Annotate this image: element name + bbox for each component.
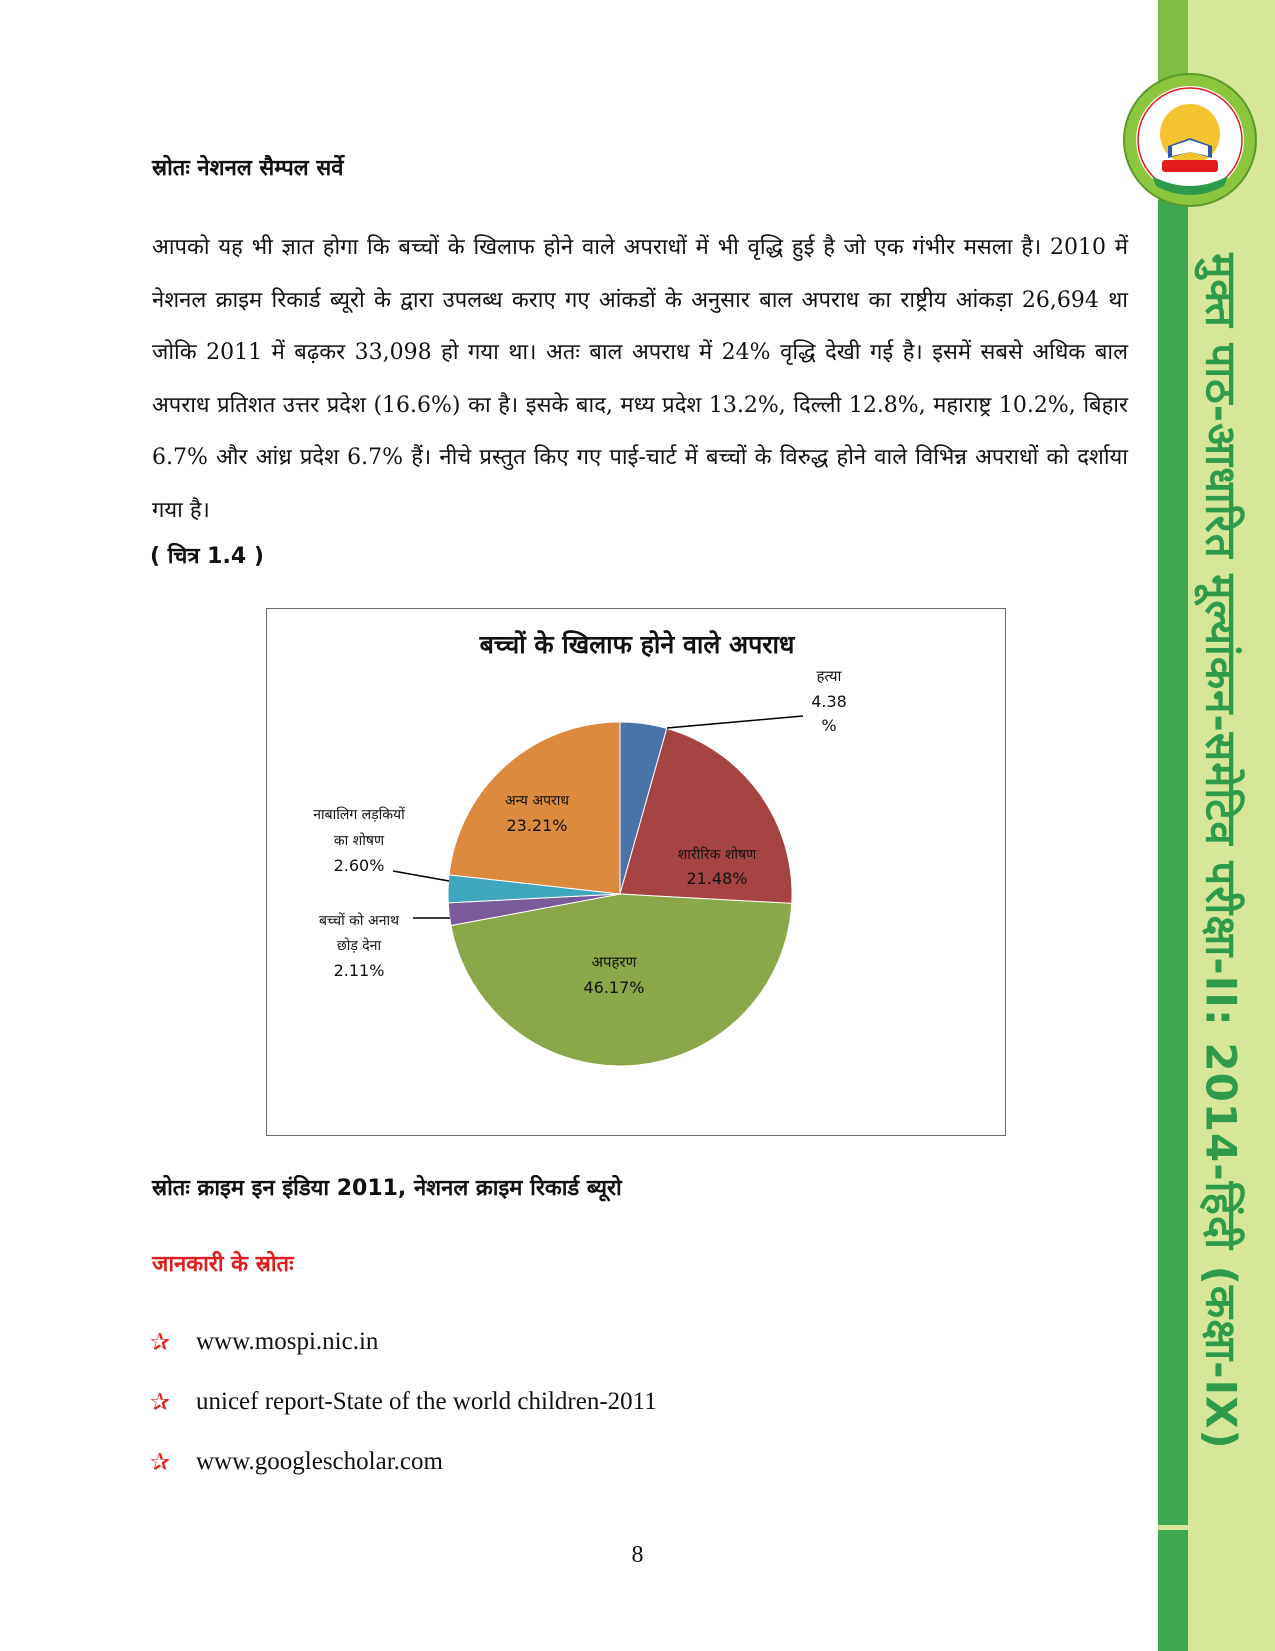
pie-value-label: 2.11% [333, 961, 385, 980]
sidebar-title-text: मुक्त पाठ-आधारित मूल्यांकन-समेटिव परीक्षा-II: 2014-हिंदी (कक्षा-IX) [1196, 252, 1246, 1450]
info-source-item [150, 1312, 657, 1372]
info-source-item [150, 1372, 657, 1432]
cbse-logo [1122, 72, 1258, 208]
pie-value-label: 23.21% [506, 816, 568, 835]
info-source-link[interactable]: unicef report-State of the world children-2011 [196, 1388, 657, 1415]
page-number: 8 [631, 1542, 644, 1568]
pie-value-label: % [821, 716, 837, 735]
figure-reference: ( चित्र 1.4 ) [150, 544, 264, 569]
pie-value-label: 21.48% [686, 869, 748, 888]
pie-category-label: नाबालिग लड़कियों [313, 807, 405, 823]
star-bullet-icon: ✰ [150, 1388, 171, 1416]
pie-category-label: शारीरिक शोषण [677, 847, 757, 863]
star-bullet-icon: ✰ [150, 1328, 171, 1356]
body-paragraph: आपको यह भी ज्ञात होगा कि बच्चों के खिलाफ होने वाले अपराधों में भी वृद्धि हुई है जो एक गंभीर मसला है। 2010 में नेशनल क्राइम रिकार्ड ब्यूरो के द्वारा उपलब्ध कराए गए आंकडों के अनुसार बाल अपराध का राष्ट्रीय आंकड़ा 26,694 था जोकि 2011 में बढ़कर 33,098 हो गया था। अतः बाल अपराध में 24% वृद्धि देखी गई है। इसमें सबसे अधिक बाल अपराध प्रतिशत उत्तर प्रदेश (16.6%) का है। इसके बाद, मध्य प्रदेश 13.2%, दिल्ली 12.8%, महाराष्ट्र 10.2%, बिहार 6.7% और आंध्र प्रदेश 6.7% हैं। नीचे प्रस्तुत किए गए पाई-चार्ट में बच्चों के विरुद्ध होने वाले विभिन्न अपराधों को दर्शाया गया है। [152, 235, 1128, 523]
pie-value-label: 2.60% [333, 856, 385, 875]
pie-category-label: छोड़ देना [336, 938, 382, 954]
pie-leader-line [393, 871, 449, 881]
pie-chart [267, 609, 1007, 1137]
chart-title: बच्चों के खिलाफ होने वाले अपराध [479, 630, 795, 659]
pie-value-label: 46.17% [583, 978, 645, 997]
star-bullet-icon: ✰ [150, 1448, 171, 1476]
pie-category-label: अपहरण [591, 953, 637, 971]
pie-chart-box [266, 608, 1006, 1136]
info-source-item [150, 1432, 657, 1492]
info-sources-list [150, 1312, 657, 1492]
pie-leader-line [667, 716, 803, 728]
source-heading: स्रोतः नेशनल सैम्पल सर्वे [152, 156, 344, 181]
pie-value-label: 4.38 [811, 692, 847, 711]
chart-source: स्रोतः क्राइम इन इंडिया 2011, नेशनल क्राइम रिकार्ड ब्यूरो [152, 1176, 622, 1201]
sidebar-title [1182, 236, 1262, 1466]
pie-category-label: अन्य अपराध [504, 793, 570, 809]
pie-category-label: का शोषण [333, 833, 385, 849]
info-sources-heading: जानकारी के स्रोतः [152, 1252, 294, 1277]
pie-category-label: बच्चों को अनाथ [318, 913, 400, 929]
info-source-link[interactable]: www.mospi.nic.in [196, 1328, 379, 1355]
info-source-link[interactable]: www.googlescholar.com [196, 1448, 443, 1475]
pie-slices [448, 722, 792, 1066]
pie-category-label: हत्या [816, 667, 842, 685]
